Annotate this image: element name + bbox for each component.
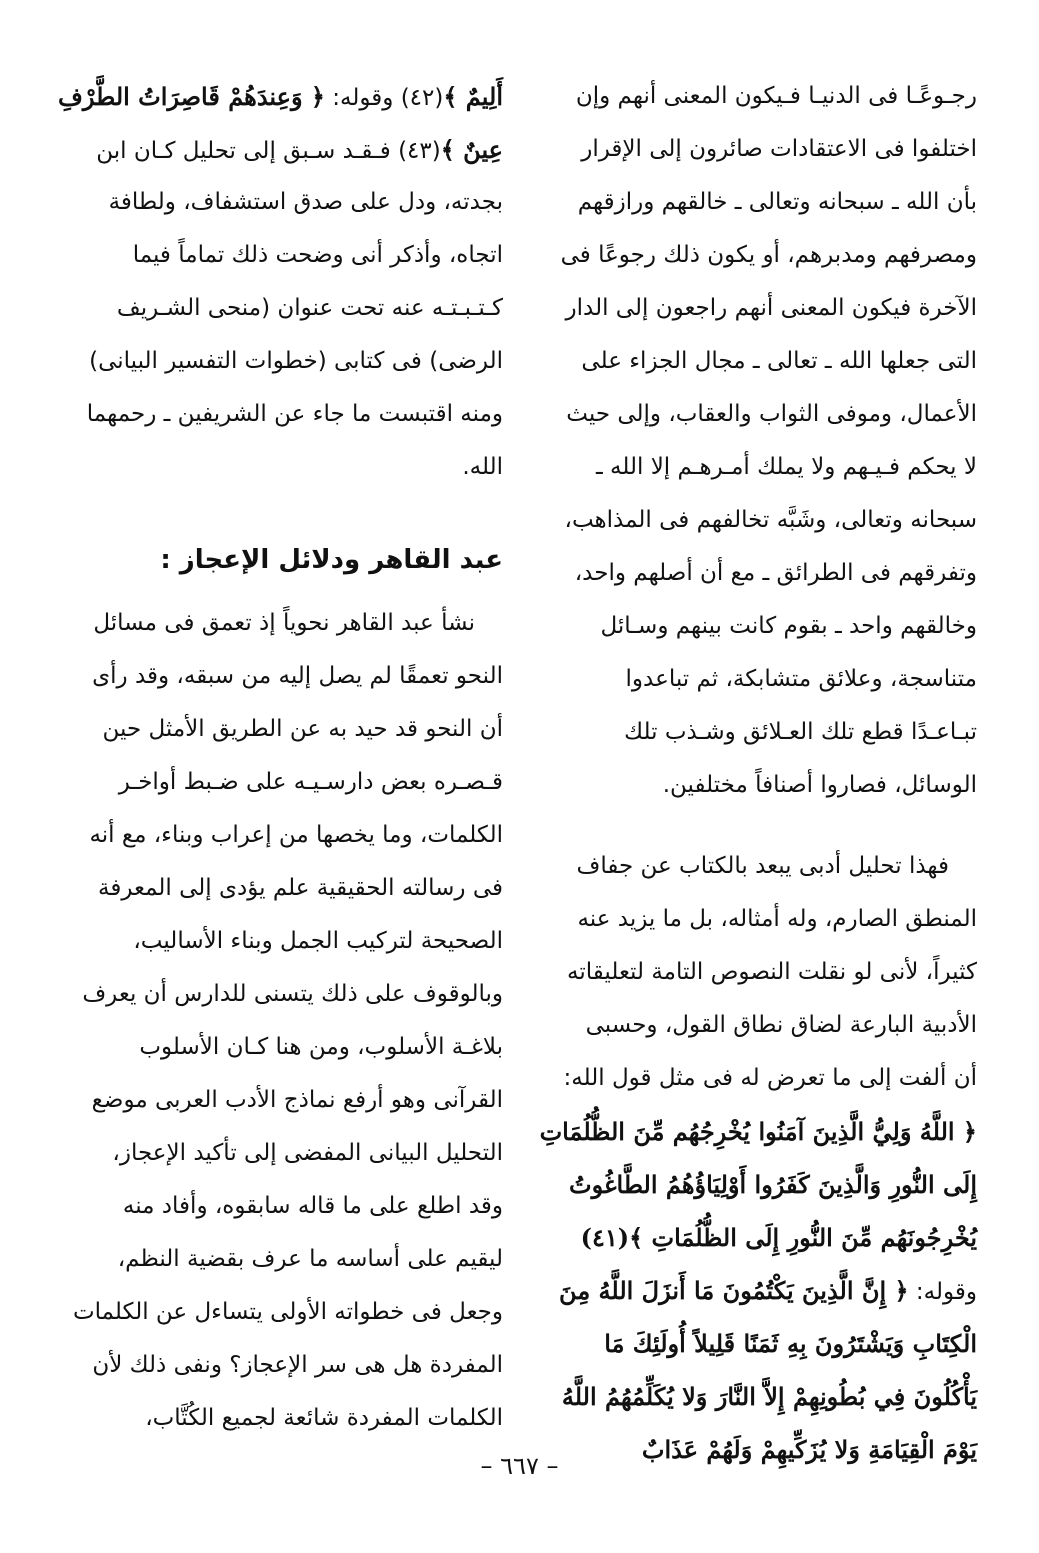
text-line: ليقيم على أساسه ما عرف بقضية النظم، bbox=[117, 1246, 503, 1272]
text-line: اتجاه، وأذكر أنى وضحت ذلك تماماً فيما bbox=[132, 242, 503, 268]
paragraph-continuation bbox=[58, 70, 503, 494]
text-line: الكلمات المفردة شائعة لجميع الكُتَّاب، bbox=[145, 1405, 503, 1431]
text-line: وخالقهم واحد ـ بقوم كانت بينهم وسـائل bbox=[600, 613, 977, 639]
text-line: التى جعلها الله ـ تعالى ـ مجال الجزاء على bbox=[581, 348, 977, 374]
text-line: الآخرة فيكون المعنى أنهم راجعون إلى الدار bbox=[565, 295, 977, 321]
right-column bbox=[540, 70, 977, 1476]
text-line: المفردة هل هى سر الإعجاز؟ ونفى ذلك لأن bbox=[92, 1352, 503, 1378]
text-line: الكلمات، وما يخصها من إعراب وبناء، مع أنه bbox=[89, 822, 503, 848]
quran-verse-line: إِلَى النُّورِ وَالَّذِينَ كَفَرُوا أَوْلِيَاؤُهُمُ الطَّاغُوتُ bbox=[568, 1170, 977, 1199]
text-line: كثيراً، لأنى لو نقلت النصوص التامة لتعليقاته bbox=[567, 959, 977, 985]
text-line: الصحيحة لتركيب الجمل وبناء الأساليب، bbox=[133, 928, 503, 954]
paragraph bbox=[66, 597, 503, 1445]
text-line: الوسائل، فصاروا أصنافاً مختلفين. bbox=[662, 772, 977, 798]
text-line: فهذا تحليل أدبى يبعد بالكتاب عن جفاف bbox=[576, 853, 949, 879]
text-line: النحو تعمقًا لم يصل إليه من سبقه، وقد رأى bbox=[92, 663, 503, 689]
quran-verse-text: ﴿ وَعِندَهُمْ قَاصِرَاتُ الطَّرْفِ bbox=[58, 82, 325, 111]
text-line: ومنه اقتبست ما جاء عن الشريفين ـ رحمهما bbox=[86, 401, 503, 427]
text-line: متناسجة، وعلائق متشابكة، ثم تباعدوا bbox=[625, 666, 977, 692]
quran-verse-line: يَأْكُلُونَ فِي بُطُونِهِمْ إِلاَّ النَّارَ وَلا يُكَلِّمُهُمُ اللَّهُ bbox=[561, 1382, 977, 1411]
text-line: وبالوقوف على ذلك يتسنى للدارس أن يعرف bbox=[82, 981, 503, 1007]
text-line: أن النحو قد حيد به عن الطريق الأمثل حين bbox=[102, 716, 503, 742]
text-line: الرضى) فى كتابى (خطوات التفسير البيانى) bbox=[89, 348, 503, 374]
text-line: ومصرفهم ومدبرهم، أو يكون ذلك رجوعًا فى bbox=[560, 242, 977, 268]
text-line: تبـاعـدًا قطع تلك العـلائق وشـذب تلك bbox=[624, 719, 977, 745]
text-line: فى رسالته الحقيقية علم يؤدى إلى المعرفة bbox=[98, 875, 503, 901]
text-line: نشأ عبد القاهر نحوياً إذ تعمق فى مسائل bbox=[93, 610, 475, 636]
text-line: اختلفوا فى الاعتقادات صائرون إلى الإقرار bbox=[581, 136, 977, 162]
text-line bbox=[58, 70, 503, 123]
text-line: القرآنى وهو أرفع نماذج الأدب العربى موضع bbox=[91, 1087, 503, 1113]
quran-verse-line: ﴿ اللَّهُ وَلِيُّ الَّذِينَ آمَنُوا يُخْرِجُهُم مِّنَ الظُّلُمَاتِ bbox=[539, 1117, 977, 1146]
text-line: الله. bbox=[462, 454, 503, 480]
quran-verse-text: ﴿ إِنَّ الَّذِينَ يَكْتُمُونَ مَا أَنزَلَ اللَّهُ مِنَ bbox=[559, 1276, 909, 1305]
quran-verse-line: يُخْرِجُونَهُم مِّنَ النُّورِ إِلَى الظُّلُمَاتِ ﴾(٤١) bbox=[580, 1223, 977, 1252]
text-line: بأن الله ـ سبحانه وتعالى ـ خالقهم ورازقهم bbox=[577, 189, 977, 215]
text-segment: (٤٣) فـقـد سـبق إلى تحليل كـان ابن bbox=[96, 138, 441, 164]
text-line: بجدته، ودل على صدق استشفاف، ولطافة bbox=[108, 189, 503, 215]
paragraph bbox=[540, 840, 977, 1105]
section-heading: عبد القاهر ودلائل الإعجاز : bbox=[160, 545, 503, 575]
page-number: – ٦٦٧ – bbox=[480, 1452, 559, 1480]
text-line: بلاغـة الأسلوب، ومن هنا كـان الأسلوب bbox=[139, 1034, 503, 1060]
footnote-ref-text: (٤٢) وقوله: bbox=[325, 85, 444, 111]
quran-verse-text: عِينٌ ﴾ bbox=[440, 135, 503, 164]
text-line: التحليل البيانى المفضى إلى تأكيد الإعجاز، bbox=[112, 1140, 503, 1166]
left-column bbox=[58, 70, 503, 1445]
text-line: الأدبية البارعة لضاق نطاق القول، وحسبى bbox=[585, 1012, 977, 1038]
text-line bbox=[66, 123, 503, 176]
text-line: وقد اطلع على ما قاله سابقوه، وأفاد منه bbox=[122, 1193, 503, 1219]
verse-intro: وقوله: bbox=[908, 1279, 977, 1305]
quran-verse-line: يَوْمَ الْقِيَامَةِ وَلا يُزَكِّيهِمْ وَلَهُمْ عَذَابٌ bbox=[641, 1435, 977, 1464]
quran-verse-text: أَلِيمٌ ﴾ bbox=[443, 82, 503, 111]
verse-intro-line bbox=[540, 1264, 977, 1317]
text-line: سبحانه وتعالى، وشَبَّه تخالفهم فى المذاهب، bbox=[564, 507, 977, 533]
text-line: المنطق الصارم، وله أمثاله، بل ما يزيد عنه bbox=[577, 906, 977, 932]
text-line: كـتـبـتـه عنه تحت عنوان (منحى الشـريف bbox=[116, 295, 503, 321]
text-line: الأعمال، وموفى الثواب والعقاب، وإلى حيث bbox=[566, 401, 977, 427]
paragraph-gap bbox=[540, 812, 977, 840]
paragraph-continuation bbox=[540, 70, 977, 812]
text-line: وجعل فى خطواته الأولى يتساءل عن الكلمات bbox=[72, 1299, 503, 1325]
quran-verse-block bbox=[540, 1105, 977, 1476]
text-line: أن ألفت إلى ما تعرض له فى مثل قول الله: bbox=[563, 1065, 977, 1091]
text-line: وتفرقهم فى الطرائق ـ مع أن أصلهم واحد، bbox=[574, 560, 977, 586]
text-line: رجـوعًـا فى الدنيـا فـيكون المعنى أنهم وإن bbox=[575, 83, 977, 109]
quran-verse-line: الْكِتَابِ وَيَشْتَرُونَ بِهِ ثَمَنًا قَلِيلاً أُولَئِكَ مَا bbox=[604, 1329, 977, 1358]
text-line: قـصـره بعض دارسـيـه على ضـبط أواخـر bbox=[118, 769, 503, 795]
text-line: لا يحكم فـيـهم ولا يملك أمـرهـم إلا الله ـ bbox=[595, 454, 977, 480]
